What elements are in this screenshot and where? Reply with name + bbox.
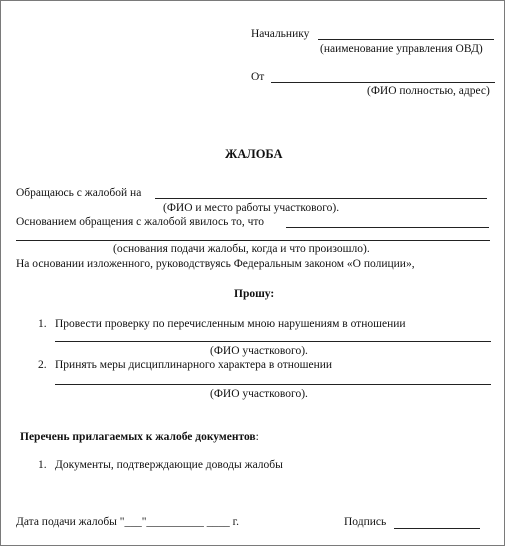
complaint-against-hint: (ФИО и место работы участкового). <box>163 202 340 214</box>
request-item-1-number: 1. <box>38 318 47 330</box>
request-item-1-text: Провести проверку по перечисленным мною нарушениям в отношении <box>55 318 406 330</box>
from-hint: (ФИО полностью, адрес) <box>367 85 490 97</box>
from-label: От <box>251 71 265 83</box>
complaint-against-label: Обращаюсь с жалобой на <box>16 187 142 199</box>
submission-date-label: Дата подачи жалобы "___"__________ ____ г. <box>16 516 239 528</box>
request-heading: Прошу: <box>234 288 275 300</box>
signature-line <box>394 528 480 529</box>
request-item-1-hint: (ФИО участкового). <box>210 345 308 357</box>
request-item-2-line <box>55 384 491 385</box>
complaint-against-line <box>155 198 487 199</box>
document-title: ЖАЛОБА <box>225 147 283 161</box>
grounds-line-2 <box>16 240 490 241</box>
request-item-2-hint: (ФИО участкового). <box>210 388 308 400</box>
request-item-2-number: 2. <box>38 359 47 371</box>
grounds-label: Основанием обращения с жалобой явилось то, что <box>16 216 265 228</box>
attachment-item-1-number: 1. <box>38 459 47 471</box>
to-line <box>318 39 494 40</box>
to-hint: (наименование управления ОВД) <box>320 43 483 55</box>
from-line <box>271 82 495 83</box>
attachments-heading-colon: : <box>255 431 259 443</box>
to-label: Начальнику <box>251 28 310 40</box>
grounds-line-1 <box>286 227 489 228</box>
legal-basis-text: На основании изложенного, руководствуясь Федеральным законом «О полиции», <box>16 258 415 270</box>
request-item-1-line <box>55 341 491 342</box>
attachment-item-1-text: Документы, подтверждающие доводы жалобы <box>55 459 283 471</box>
request-item-2-text: Принять меры дисциплинарного характера в отношении <box>55 359 333 371</box>
grounds-hint: (основания подачи жалобы, когда и что произошло). <box>113 243 370 255</box>
attachments-heading-line <box>20 431 259 444</box>
signature-label: Подпись <box>344 516 387 528</box>
attachments-heading: Перечень прилагаемых к жалобе документов <box>20 431 256 443</box>
